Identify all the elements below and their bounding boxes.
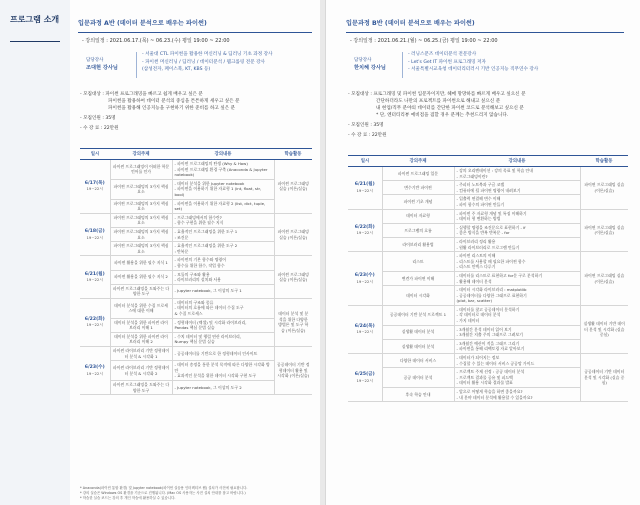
intro-line: - 수 강 료 : 22만원 (348, 133, 387, 138)
session-content: - 정형데이터 (엑셀) 및 시각화 라이브러리, Pandas 핵심 문법 실습 (172, 318, 274, 332)
intro-line: - 모집대상 : 파이썬 프로그래밍을 빠르고 쉽게 배우고 싶은 분 (80, 92, 203, 97)
session-date (348, 209, 382, 252)
session-activity: 파이썬 프로그래밍 실습 (이론/실습) (580, 209, 628, 252)
date-label: 6/21(월) (84, 271, 105, 277)
session-activity: 파이썬 프로그래밍 실습 (이론/실습) (580, 167, 628, 210)
session-topic: 데이터 분석을 위한 수집 프로세스에 대한 이해 (110, 298, 172, 318)
session-topic: 데이터 분석을 위한 파이썬 라이브러리 이해 2 (110, 332, 172, 346)
session-topic: 데이터 시각화 (382, 286, 454, 306)
date-label: 6/17(목) (84, 180, 105, 186)
course-period: - 강의일정 : 2021.06.17.(목) ~ 06.23.(수) 평일 19:00 ~ 22:00 (82, 38, 230, 44)
date-label: 6/24(목) (354, 323, 375, 329)
session-content: - 데이터를 리스트로 표현하고 for문 구로 분석하기 - 활용해 데이터 분석 (454, 271, 580, 285)
date-label: 6/22(화) (84, 316, 105, 322)
teacher-role: 담당강사 (354, 58, 372, 63)
intro-line: 내 현업/직무 분야의 데이터를 간단한 파이썬 코드로 분석해보고 싶으신 분 (376, 106, 524, 111)
session-content: - 프로그래밍에서의 함수란? - 함수 구현을 위한 필수 지식 (172, 213, 274, 227)
schedule-table (348, 155, 628, 402)
date-label: 6/22(화) (354, 224, 375, 230)
teacher-divider (402, 52, 403, 78)
session-topic: 공공데이터 기반 분석 프로젝트 1 (382, 305, 454, 325)
footnote-line: * 강의 실습은 Windows OS 환경을 기준으로 진행됩니다. (Mac OS 사용자는 사전 설치 안내를 참고 바랍니다.) (80, 491, 246, 495)
date-label: 6/25(금) (354, 372, 375, 378)
session-content: - 파이썬의 기본 함수와 명령어 - 함수를 위한 함수, 작업 함수 (172, 256, 274, 270)
session-topic: 실생활 데이터 분석 (382, 325, 454, 339)
teacher-role: 담당강사 (86, 58, 104, 63)
header-activity: 학습활동 (580, 156, 628, 167)
session-topic: 파이썬 프로그래밍을 도와주는 다양한 도구 (110, 381, 172, 395)
table-row (348, 354, 628, 368)
time-label: 19~22시 (86, 234, 103, 240)
teacher-bio-line: (삼성전자, 페이스북, KT, KBS 등) (142, 67, 211, 72)
header-content: 강의내용 (454, 156, 580, 167)
table-row (80, 160, 312, 180)
table-row (348, 209, 628, 223)
session-content: - 데이터 송정을 통한 분석 목적에 따른 다양한 시각화 방안 - 효과적인 분석을 위한 데이터 시각화 구현 도구 (172, 361, 274, 381)
time-label: 19~22시 (86, 322, 103, 328)
teacher-box (354, 57, 386, 71)
title-rule (346, 32, 624, 33)
session-topic: 실생활 데이터 분석 (382, 339, 454, 353)
session-activity: 공공데이터 기반 데이터 분석 및 시각화 (실습 중심) (580, 354, 628, 402)
session-topic: 파이썬 프로그래밍의 3가지 핵심 요소 (110, 213, 172, 227)
session-content: - 라이브러리 정리 활용 - 원활 라이브러리로 프로그램 만들기 (454, 237, 580, 251)
session-content: - Jupyter notebook, 그 이상의 도구 1 (172, 284, 274, 298)
header-content: 강의내용 (172, 149, 274, 160)
intro-line: - 수 강 료 : 22만원 (80, 126, 119, 131)
footnote-line: * Anaconda(파이썬 통합 환경) 및 Jupyter notebook(파이썬 실습용 인터렉티브 웹) 설치가 사전에 필요합니다. (80, 486, 248, 490)
teacher-divider (136, 52, 137, 78)
session-activity: 데이터 분석 및 분석을 위한 다양한 방법론 및 도구 학습 (이론/실습) (274, 298, 312, 346)
time-label: 19~22시 (86, 277, 103, 283)
session-activity: 파이썬 프로그래밍 실습 (이론/실습) (274, 213, 312, 256)
session-date (348, 167, 382, 210)
session-content: - 3개월간 예산이 적을 그래프 그리기 - 파이썬을 통해 리팩토링 자료 알아보기 (454, 339, 580, 353)
session-topic: 파이썬 프로그래밍을 도와주는 다양한 도구 (110, 284, 172, 298)
section-title: 프로그램 소개 (10, 15, 60, 24)
session-content: - 데이터를 찾고 공공데이터 분석하기 - 각 데이터로 데이터 분석 - 가지 데이터 (454, 305, 580, 325)
footnotes (80, 486, 316, 501)
teacher-box (86, 57, 118, 71)
teacher-bio-line: - Let's Get IT 파이썬 프로그래밍 저자 (408, 59, 486, 65)
table-header-row (80, 149, 312, 160)
teacher-bio (408, 51, 538, 74)
session-content: - 효율적인 프로그래밍을 위한 도구 2 : 반복문 (172, 242, 274, 256)
time-label: 19~22시 (356, 278, 373, 284)
session-topic: 파이썬 활용을 위한 필수 지식 1 (110, 256, 172, 270)
session-topic: 변수기반 파이썬 (382, 181, 454, 195)
session-content: - 모듈의 구조와 활용 - 라이브러리의 설치와 사용 (172, 270, 274, 284)
teacher-bio-line: - 서울대 CTL 파이썬을 활용한 머신러닝 & 딥러닝 기초 과정 강사 (142, 52, 273, 57)
table-row (80, 347, 312, 361)
session-content: - 데이터의 구조와 종류 - 데이터의 흐름에 따른 데이터 수집 도구 & 수집 프로세스 (172, 298, 274, 318)
time-label: 19~22시 (86, 186, 103, 192)
session-activity: 공공데이터 기반 정형데이터 활용 및 시각화 (이론/실습) (274, 347, 312, 395)
course-title-b: 입문과정 B반 (데이터 분석으로 배우는 파이썬) (346, 20, 475, 27)
session-date (80, 298, 110, 346)
course-intro (348, 91, 628, 139)
session-content: - 3개월간 분석 데이터 읽어 보기 - 3개월간 지출 주의 그래프로 그려보기 (454, 325, 580, 339)
header-date: 일시 (348, 156, 382, 167)
teacher-bio (142, 51, 272, 74)
session-topic: 파이썬 프로그래밍의 3가지 핵심 요소 (110, 227, 172, 241)
session-date (80, 213, 110, 256)
session-topic: 데이터 자료형 (382, 209, 454, 223)
intro-line: 파이썬을 활용해 인공지능을 구현하기 위한 준비를 하고 싶은 분 (108, 106, 236, 111)
date-label: 6/23(수) (354, 272, 375, 278)
header-topic: 강의주제 (110, 149, 172, 160)
intro-line: 간단하더라도 나만의 프로젝트를 파이썬으로 해내고 싶으신 분 (376, 99, 501, 104)
intro-line: 파이썬을 활용하여 데이터 분석의 중심을 튼튼하게 세우고 싶은 분 (108, 99, 240, 104)
intro-line: - 모집대상 : 프로그래밍 및 파이썬 입문자이지만, 헤매 망망하를 빠르게 배우고 싶으신 분 (348, 92, 526, 97)
session-topic: 파이썬 프로그래밍 입문 (382, 167, 454, 181)
session-content: - 실행할 명령을 조건문으로 표현하기 - if - 좋은 방식을 반복 반복문 - for (454, 223, 580, 237)
right-page (325, 0, 640, 505)
title-rule (78, 32, 312, 33)
table-row (348, 252, 628, 272)
session-topic: 파이썬 프로그래밍이 어떠한 학문 언어를 인가 (110, 160, 172, 180)
intro-line: - 모집인원 : 35명 (80, 116, 116, 121)
teacher-bio-line: - 서울특별시교육청 데이터리터러시 기반 인공지능 직무연수 강사 (408, 67, 539, 72)
time-label: 19~22시 (356, 329, 373, 335)
teacher-name: 조대현 강사님 (86, 65, 118, 71)
session-content: - 효율적인 프로그래밍을 위한 도구 1 : 조건문 (172, 227, 274, 241)
session-activity: 실생활 데이터 기반 데이터 분석 및 시각화 (실습 중심) (580, 305, 628, 353)
session-content: - 수치 데이터 및 행렬 연산 라이브러리, Numpy 핵심 문법 실습 (172, 332, 274, 346)
session-topic: 파이썬 프로그래밍의 3가지 핵심 요소 (110, 199, 172, 213)
session-topic: 파이썬 프로그래밍의 3가지 핵심 요소 (110, 179, 172, 199)
teacher-bio-line: - 파이썬 머신러닝 / 딥러닝 / 데이터분석 / 웹크롤링 전문 강사 (142, 59, 265, 65)
left-page (70, 0, 320, 505)
session-content: - 앞으로 어떻게 학습을 하면 좋을까요? - 내 분야 데이터 분석에 활용할 수 있을까요? (454, 388, 580, 402)
teacher-bio-line: - 러닝스푼즈 데이터분석 전문강사 (408, 52, 477, 57)
time-label: 19~22시 (356, 187, 373, 193)
session-content: - Jupyter notebook, 그 이상의 도구 2 (172, 381, 274, 395)
date-label: 6/21(월) (354, 182, 375, 188)
table-header-row (348, 156, 628, 167)
session-activity: 파이썬 프로그래밍 실습 (이론/실습) (274, 256, 312, 299)
session-topic: 프로그램의 흐름 (382, 223, 454, 237)
session-content: - 데이터가 되어지는 정보 - 수집할 수 있는 데이터 서비스 공공망 가이드 (454, 354, 580, 368)
table-row (80, 298, 312, 318)
session-topic: 파이썬 라이브러리 기반 정형데이터 분석 & 시각화 1 (110, 347, 172, 361)
session-topic: 공공 데이터 분석 (382, 368, 454, 388)
session-content: - 입출력 연결해 변수 이해 - 파이 함수의 파이썬 만들기 (454, 195, 580, 209)
session-topic: 후속 학습 안내 (382, 388, 454, 402)
time-label: 19~22시 (356, 377, 373, 383)
session-activity: 파이썬 프로그래밍 실습 (이론/실습) (274, 160, 312, 214)
course-period: - 강의일정 : 2021.06.21.(월) ~ 06.25.(금) 평일 19:00 ~ 22:00 (350, 38, 498, 44)
table-row (80, 213, 312, 227)
session-content: - 파이썬 프로그래밍의 탄생 (Why & How) - 파이썬 프로그래밍 환경 구축 (Anaconda & Jupyter notebook) (172, 160, 274, 180)
session-topic: 변견가 파이썬 이해 (382, 271, 454, 285)
date-label: 6/18(금) (84, 228, 105, 234)
session-topic: 다양한 데이터 서비스 (382, 354, 454, 368)
session-topic: 파이썬 활용을 위한 필수 지식 2 (110, 270, 172, 284)
session-content: - 파이썬 주 자료형 개념 및 특징 이해하기 - 데이터 형 변환하는 방법 (454, 209, 580, 223)
time-label: 19~22시 (86, 370, 103, 376)
course-intro (80, 91, 312, 132)
session-content: - 주피터 노트북과 구글 코랩 - 컴퓨터에 될 파이썬 명령어 내려보기 (454, 181, 580, 195)
session-content: - 프로젝트 주제 선정 : 공공 데이터 분석 - 프로젝트 결과물 공유 및 피드백 - 데이터 활용 시각화 결과물 발표 (454, 368, 580, 388)
sidebar (0, 0, 70, 505)
table-row (348, 305, 628, 325)
course-title-a: 입문과정 A반 (데이터 분석으로 배우는 파이썬) (78, 20, 207, 27)
session-content: - 공공데이터를 기반으로 한 정형데이터 인사이트 (172, 347, 274, 361)
teacher-name: 한치혜 강사님 (354, 65, 386, 71)
session-topic: 파이썬 프로그래밍의 3가지 핵심 요소 (110, 242, 172, 256)
intro-line: * 단, 엔터티리뷰 예비점을 겸할 경우 분께는 추천드리지 않습니다. (376, 113, 509, 118)
session-topic: 리스트 (382, 252, 454, 272)
header-date: 일시 (80, 149, 110, 160)
session-content: - 데이터 시각화 라이브러리 : matplotlib - 공공데이터를 다양한 그래프로 표현하기 (plot, bar, scatter) (454, 286, 580, 306)
session-content: - 파이썬 리스트의 이해 - 리스트를 사용할 때 필요한 파이썬 함수 - 리스트 인덱스 다루기 (454, 252, 580, 272)
date-label: 6/23(수) (84, 365, 105, 371)
session-date (80, 347, 110, 395)
time-label: 19~22시 (356, 230, 373, 236)
session-topic: 라이브러리 활용법 (382, 237, 454, 251)
section-title-rule (10, 41, 60, 42)
session-date (80, 256, 110, 299)
intro-line: - 모집인원 : 35명 (348, 123, 384, 128)
session-topic: 파이썬 라이브러리 기반 정형데이터 분석 & 시각화 2 (110, 361, 172, 381)
session-activity: 파이썬 프로그래밍 실습 (이론/실습) (580, 252, 628, 306)
session-date (348, 252, 382, 306)
footnote-line: * 학습한 실습 코드는 강의 후 개인 학습에 활용하실 수 있습니다. (80, 496, 176, 500)
session-date (348, 305, 382, 353)
session-content: - 데이터 분석을 위한 Jupyter notebook - 파이썬을 이용하기 위한 자료형 1 (int, float, str, bool) (172, 179, 274, 199)
table-row (80, 256, 312, 270)
session-topic: 파이썬 기초 개념 (382, 195, 454, 209)
session-topic: 데이터 분석을 위한 파이썬 라이브러리 이해 1 (110, 318, 172, 332)
header-activity: 학습활동 (274, 149, 312, 160)
session-content: - 파이썬을 이용하기 위한 자료형 2 (list, dict, tuple, set) (172, 199, 274, 213)
header-topic: 강의주제 (382, 156, 454, 167)
session-content: - 강의 오리엔테이션 : 강의 목표 및 학습 안내 - 프로그래밍이란? (454, 167, 580, 181)
session-date (348, 354, 382, 402)
session-date (80, 160, 110, 214)
table-row (348, 167, 628, 181)
schedule-table (80, 148, 312, 395)
